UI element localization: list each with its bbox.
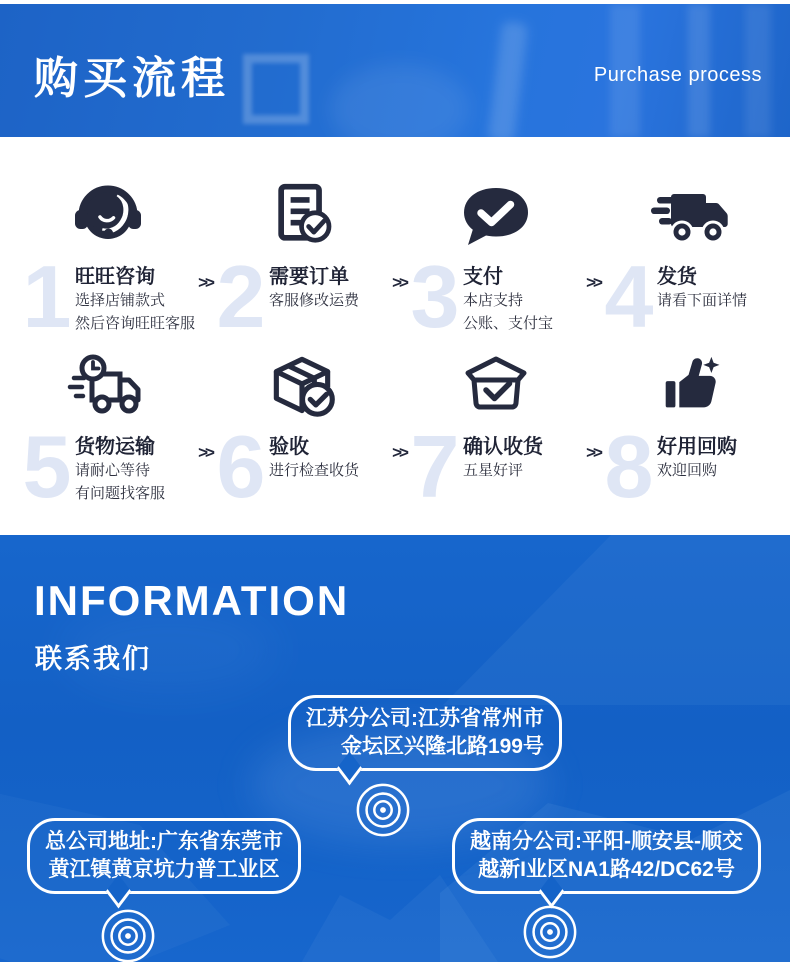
step-text [463, 427, 543, 507]
step-description: 本店支持 [463, 292, 524, 309]
step-number: 3 [410, 247, 458, 346]
package-box-check-icon [256, 347, 348, 427]
step-text [463, 257, 553, 337]
step-body [20, 417, 196, 516]
step-8 [602, 347, 778, 516]
location-target-icon [521, 903, 579, 961]
map-background-decor [380, 535, 790, 705]
step-6 [214, 347, 390, 516]
banner-background-decor [488, 21, 528, 137]
steps-row-1 [20, 177, 778, 346]
address-line: 越新I业区NA1路42/DC62号 [478, 858, 735, 881]
step-7 [408, 347, 584, 516]
step-description: 请耐心等待 [75, 462, 151, 479]
step-body [408, 417, 584, 516]
open-box-check-icon [450, 347, 542, 427]
step-title: 好用回购 [657, 436, 737, 458]
location-target-icon [354, 781, 412, 839]
step-description: 公账、支付宝 [463, 315, 554, 333]
step-text [75, 257, 195, 337]
page-title: 购买流程 [34, 54, 230, 103]
thumbs-up-sparkle-icon [644, 347, 736, 427]
step-description: 选择店铺款式 [75, 292, 166, 309]
step-4 [602, 177, 778, 346]
contact-info-section [0, 535, 790, 962]
step-text [269, 257, 359, 337]
next-step-arrow-icon: >> [392, 443, 406, 462]
page-subtitle: Purchase process [593, 64, 762, 86]
info-heading: INFORMATION [34, 577, 350, 624]
step-number: 4 [604, 247, 652, 346]
delivery-truck-icon [644, 177, 736, 257]
next-step-arrow-icon: >> [198, 443, 212, 462]
step-2 [214, 177, 390, 346]
address-line: 金坛区兴隆北路199号 [340, 735, 544, 758]
step-description: 欢迎回购 [657, 462, 718, 479]
step-number: 5 [22, 417, 70, 516]
address-line: 总公司地址:广东省东莞市 [45, 830, 283, 853]
location-target-icon [99, 907, 157, 962]
step-description: 客服修改运费 [269, 292, 360, 309]
address-bubble-headquarters [27, 818, 301, 894]
step-title: 确认收货 [463, 436, 543, 458]
step-body [408, 247, 584, 346]
step-number: 7 [410, 417, 458, 516]
address-bubble-vietnam [452, 818, 761, 894]
step-description: 五星好评 [463, 462, 524, 479]
info-subheading: 联系我们 [35, 644, 151, 674]
chat-bubble-check-icon [450, 177, 542, 257]
next-step-arrow-icon: >> [586, 443, 600, 462]
step-body [602, 247, 778, 346]
step-description: 请看下面详情 [657, 292, 748, 309]
address-line: 江苏分公司:江苏省常州市 [306, 707, 544, 730]
banner-background-decor [330, 64, 470, 137]
step-5 [20, 347, 196, 516]
step-number: 2 [216, 247, 264, 346]
step-title: 货物运输 [75, 436, 155, 458]
step-title: 支付 [463, 266, 503, 288]
next-step-arrow-icon: >> [586, 273, 600, 292]
address-bubble-jiangsu [288, 695, 562, 771]
step-number: 8 [604, 417, 652, 516]
step-description: 有问题找客服 [75, 485, 166, 503]
bottom-divider [0, 962, 790, 966]
step-1 [20, 177, 196, 346]
next-step-arrow-icon: >> [198, 273, 212, 292]
order-document-check-icon [256, 177, 348, 257]
step-number: 6 [216, 417, 264, 516]
step-body [214, 247, 390, 346]
step-3 [408, 177, 584, 346]
step-text [269, 427, 359, 507]
step-body [602, 417, 778, 516]
step-title: 验收 [269, 436, 309, 458]
step-description: 然后咨询旺旺客服 [75, 315, 196, 333]
step-title: 发货 [657, 266, 697, 288]
step-body [20, 247, 196, 346]
steps-row-2 [20, 347, 778, 516]
step-title: 需要订单 [269, 266, 349, 288]
headset-support-icon [62, 177, 154, 257]
step-text [657, 257, 747, 337]
truck-clock-icon [62, 347, 154, 427]
banner [0, 4, 790, 137]
step-body [214, 417, 390, 516]
step-description: 进行检查收货 [269, 462, 360, 479]
address-line: 黄江镇黄京坑力普工业区 [48, 858, 280, 881]
purchase-steps-section [0, 137, 790, 535]
next-step-arrow-icon: >> [392, 273, 406, 292]
banner-background-decor [243, 54, 309, 124]
step-title: 旺旺咨询 [75, 266, 155, 288]
step-text [75, 427, 165, 507]
step-text [657, 427, 737, 507]
step-number: 1 [22, 247, 70, 346]
address-line: 越南分公司:平阳-顺安县-顺交 [470, 830, 743, 853]
